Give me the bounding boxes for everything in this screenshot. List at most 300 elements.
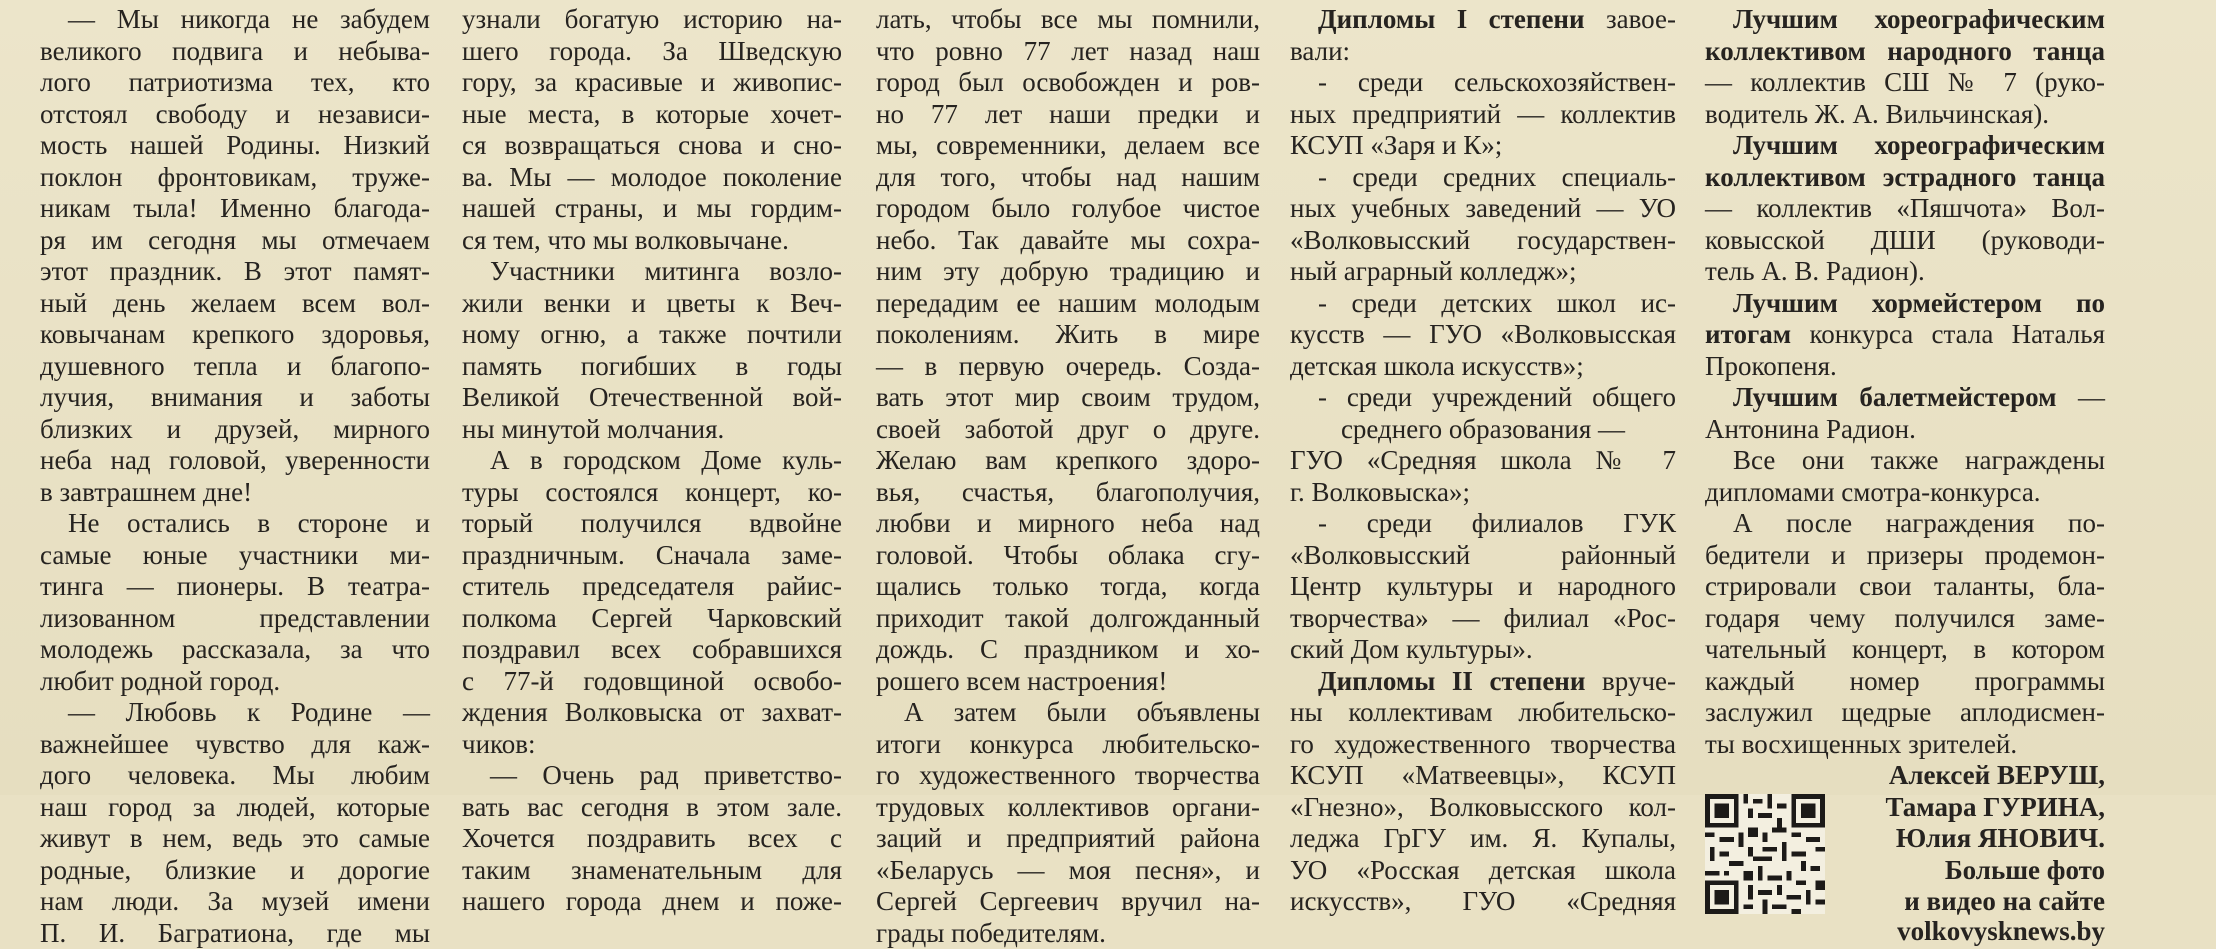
text-line	[462, 540, 842, 572]
line-text: вать вас сегодня в этом зале.	[462, 792, 842, 822]
text-line	[1705, 603, 2105, 635]
text-line	[1290, 36, 1676, 68]
line-text: наш город за людей, которые	[40, 792, 430, 822]
article-column-3	[876, 0, 1260, 795]
line-text: торый получился вдвойне	[462, 508, 842, 538]
text-line	[462, 162, 842, 194]
text-line	[876, 288, 1260, 320]
line-text: нам люди. За музей имени	[40, 886, 430, 916]
text-line	[876, 760, 1260, 792]
line-text: отстоял свободу и независи-	[40, 99, 430, 129]
text-line	[1290, 855, 1676, 887]
line-text: ждения Волковыска от захват-	[462, 697, 842, 727]
text-line	[876, 256, 1260, 288]
line-text: жили венки и цветы к Веч-	[462, 288, 842, 318]
line-text: город был освобожден и ров-	[876, 67, 1260, 97]
line-text: важнейшее чувство для каж-	[40, 729, 430, 759]
text-line	[1705, 540, 2105, 572]
text-line	[40, 4, 430, 36]
text-line	[40, 288, 430, 320]
line-text: ны минутой молчания.	[462, 414, 724, 444]
text-line	[1290, 823, 1676, 855]
text-line	[876, 792, 1260, 824]
text-line	[876, 634, 1260, 666]
text-line	[462, 823, 842, 855]
text-line	[876, 162, 1260, 194]
text-line	[462, 351, 842, 383]
text-line	[1290, 4, 1676, 36]
line-text: Антонина Радион.	[1705, 414, 1916, 444]
text-line	[40, 823, 430, 855]
line-text: ститель председателя райис-	[462, 571, 842, 601]
text-line	[876, 666, 1260, 698]
line-text: ский Дом культуры».	[1290, 634, 1533, 664]
article-column-2	[462, 0, 842, 795]
text-line	[462, 603, 842, 635]
line-text: ны коллективам любительско-	[1290, 697, 1676, 727]
text-line	[462, 792, 842, 824]
line-text: Хочется поздравить всех с	[462, 823, 842, 853]
text-line	[1290, 760, 1676, 792]
text-line	[462, 634, 842, 666]
text-line	[876, 414, 1260, 446]
line-text: леджа ГрГУ им. Я. Купалы,	[1290, 823, 1676, 853]
line-text: творчества» — филиал «Рос-	[1290, 603, 1676, 633]
text-line	[462, 445, 842, 477]
line-text: великого подвига и небыва-	[40, 36, 430, 66]
text-line	[1705, 225, 2105, 257]
line-text: — Любовь к Родине —	[68, 697, 430, 727]
line-text: память погибших в годы	[462, 351, 842, 381]
text-line	[40, 886, 430, 918]
text-line	[1705, 445, 2105, 477]
line-text: Участники митинга возло-	[490, 256, 842, 286]
line-text: полкома Сергей Чарковский	[462, 603, 842, 633]
line-text: ных учебных заведений — УО	[1290, 193, 1676, 223]
text-line	[1705, 634, 2105, 666]
text-line	[1290, 508, 1676, 540]
line-text: таким знаменательным для	[462, 855, 842, 885]
text-line	[876, 918, 1260, 949]
line-text: «Гнезно», Волковысского кол-	[1290, 792, 1676, 822]
line-text: мы, современники, делаем все	[876, 130, 1260, 160]
text-line	[1705, 571, 2105, 603]
text-line	[462, 36, 842, 68]
text-line	[876, 508, 1260, 540]
line-text: «Волковысский районный	[1290, 540, 1676, 570]
text-line	[876, 445, 1260, 477]
line-text: что ровно 77 лет назад наш	[876, 36, 1260, 66]
text-line	[1705, 729, 2105, 761]
line-text: с 77-й годовщиной освобо-	[462, 666, 842, 696]
line-text: ному огню, а также почтили	[462, 319, 842, 349]
line-text: «Беларусь — моя песня», и	[876, 855, 1260, 885]
text-line	[40, 130, 430, 162]
line-text: самые юные участники ми-	[40, 540, 430, 570]
line-text: в завтрашнем дне!	[40, 477, 252, 507]
bold-phrase: коллективом эстрадного танца	[1705, 162, 2105, 192]
text-line	[1705, 193, 2105, 225]
text-line	[40, 67, 430, 99]
line-text: Сергей Сергеевич вручил на-	[876, 886, 1260, 916]
bold-phrase: Дипломы II степени	[1318, 666, 1585, 696]
text-line	[40, 351, 430, 383]
text-line	[876, 382, 1260, 414]
text-line	[40, 571, 430, 603]
text-line	[462, 855, 842, 887]
line-text: ных предприятий — коллектив	[1290, 99, 1676, 129]
text-line	[1290, 193, 1676, 225]
line-text: своей заботой друг о друге.	[876, 414, 1260, 444]
line-text: - среди средних специаль-	[1318, 162, 1676, 192]
text-line	[462, 697, 842, 729]
line-text: чиков:	[462, 729, 536, 759]
text-line	[1290, 351, 1676, 383]
line-text: го художественного творчества	[1290, 729, 1676, 759]
text-line	[1705, 256, 2105, 288]
text-line	[40, 445, 430, 477]
text-line	[1290, 634, 1676, 666]
text-line	[40, 855, 430, 887]
text-line	[40, 319, 430, 351]
text-line	[40, 918, 430, 949]
line-text: — Мы никогда не забудем	[68, 4, 430, 34]
text-line	[462, 319, 842, 351]
line-text: Великой Отечественной вой-	[462, 382, 842, 412]
text-line	[40, 225, 430, 257]
text-line	[1705, 288, 2105, 320]
text-line	[1290, 288, 1676, 320]
text-line	[1290, 162, 1676, 194]
line-text: шего города. За Шведскую	[462, 36, 842, 66]
line-text: стрировали свои таланты, бла-	[1705, 571, 2105, 601]
line-text: ковысской ДШИ (руководи-	[1705, 225, 2105, 255]
line-text: неба над головой, уверенности	[40, 445, 430, 475]
line-text: —	[2057, 382, 2105, 412]
bold-phrase: Лучшим балетмейстером	[1733, 382, 2057, 412]
line-text: лого патриотизма тех, кто	[40, 67, 430, 97]
line-text: го художественного творчества	[876, 760, 1260, 790]
line-text: водитель Ж. А. Вильчинская).	[1705, 99, 2049, 129]
line-text: ный аграрный колледж»;	[1290, 256, 1576, 286]
line-text: мость нашей Родины. Низкий	[40, 130, 430, 160]
line-text: тинга — пионеры. В театра-	[40, 571, 430, 601]
text-line	[876, 4, 1260, 36]
text-line	[1705, 319, 2105, 351]
text-line	[40, 729, 430, 761]
text-line	[1705, 666, 2105, 698]
text-line	[1290, 886, 1676, 918]
line-text: городом было голубое чистое	[876, 193, 1260, 223]
line-text: для того, чтобы над нашим	[876, 162, 1260, 192]
text-line	[1705, 414, 2105, 446]
line-text: ГУО «Средняя школа № 7	[1290, 445, 1676, 475]
text-line	[1290, 571, 1676, 603]
text-line	[1705, 477, 2105, 509]
text-line	[462, 256, 842, 288]
text-line	[462, 729, 842, 761]
text-line	[1290, 414, 1676, 446]
text-line	[40, 36, 430, 68]
qr-code-icon[interactable]	[1705, 794, 1825, 914]
text-line	[1290, 697, 1676, 729]
more-photos-note: и видео на сайте	[1833, 886, 2105, 918]
line-text: ним эту добрую традицию и	[876, 256, 1260, 286]
text-line	[1290, 382, 1676, 414]
article-column-4	[1290, 0, 1676, 795]
text-line	[40, 477, 430, 509]
text-line	[876, 855, 1260, 887]
line-text: поздравил всех собравшихся	[462, 634, 842, 664]
text-line	[1290, 666, 1676, 698]
line-text: головой. Чтобы облака сгу-	[876, 540, 1260, 570]
line-text: бедители и призеры продемон-	[1705, 540, 2105, 570]
line-text: молодежь рассказала, за что	[40, 634, 430, 664]
line-text: КСУП «Заря и К»;	[1290, 130, 1502, 160]
text-line	[462, 760, 842, 792]
text-line	[462, 571, 842, 603]
line-text: итоги конкурса любительско-	[876, 729, 1260, 759]
line-text: туры состоялся концерт, ко-	[462, 477, 842, 507]
text-line	[876, 130, 1260, 162]
text-line	[1290, 225, 1676, 257]
text-line	[1290, 792, 1676, 824]
line-text: искусств», ГУО «Средняя	[1290, 886, 1676, 916]
line-text: - среди детских школ ис-	[1318, 288, 1676, 318]
line-text: нашего города днем и поже-	[462, 886, 842, 916]
line-text: г. Волковыска»;	[1290, 477, 1470, 507]
line-text: лать, чтобы все мы помнили,	[876, 4, 1260, 34]
line-text: любит родной город.	[40, 666, 280, 696]
text-line	[876, 193, 1260, 225]
line-text: заслужил щедрые аплодисмен-	[1705, 697, 2105, 727]
text-line	[40, 666, 430, 698]
text-line	[462, 99, 842, 131]
line-text: ковычанам крепкого здоровья,	[40, 319, 430, 349]
text-line	[462, 67, 842, 99]
line-text: вать этот мир своим трудом,	[876, 382, 1260, 412]
text-line	[1705, 382, 2105, 414]
line-text: — коллектив «Пяшчота» Вол-	[1705, 193, 2105, 223]
line-text: передадим ее нашим молодым	[876, 288, 1260, 318]
text-line	[40, 99, 430, 131]
text-line	[1290, 130, 1676, 162]
line-text: УО «Росская детская школа	[1290, 855, 1676, 885]
text-line	[1705, 36, 2105, 68]
line-text: КСУП «Матвеевцы», КСУП	[1290, 760, 1676, 790]
line-text: дождь. С праздником и хо-	[876, 634, 1260, 664]
text-line	[40, 256, 430, 288]
line-text: ря им сегодня мы отмечаем	[40, 225, 430, 255]
line-text: — коллектив СШ № 7 (руко-	[1705, 67, 2105, 97]
website-link[interactable]: volkovysknews.by	[1705, 916, 2105, 948]
line-text: - среди сельскохозяйствен-	[1318, 67, 1676, 97]
line-text: узнали богатую историю на-	[462, 4, 842, 34]
text-line	[876, 823, 1260, 855]
line-text: но 77 лет наши предки и	[876, 99, 1260, 129]
text-line	[876, 886, 1260, 918]
line-text: Не остались в стороне и	[68, 508, 430, 538]
bold-phrase: Дипломы I степени	[1318, 4, 1585, 34]
text-line	[462, 666, 842, 698]
line-text: небо. Так давайте мы сохра-	[876, 225, 1260, 255]
text-line	[876, 477, 1260, 509]
line-text: дого человека. Мы любим	[40, 760, 430, 790]
text-line	[462, 4, 842, 36]
text-line	[40, 508, 430, 540]
text-line	[1290, 445, 1676, 477]
line-text: тель А. В. Радион).	[1705, 256, 1925, 286]
text-line	[1290, 540, 1676, 572]
line-text: дипломами смотра-конкурса.	[1705, 477, 2041, 507]
line-text: среднего образования —	[1341, 414, 1625, 444]
text-line	[462, 193, 842, 225]
bold-phrase: Лучшим хормейстером по	[1733, 288, 2105, 318]
more-photos-note: Больше фото	[1833, 855, 2105, 887]
line-text: никам тыла! Именно благода-	[40, 193, 430, 223]
text-line	[876, 319, 1260, 351]
line-text: душевного тепла и благопо-	[40, 351, 430, 381]
text-line	[1705, 99, 2105, 131]
text-line	[1290, 603, 1676, 635]
text-line	[462, 477, 842, 509]
text-line	[1290, 319, 1676, 351]
text-line	[40, 540, 430, 572]
text-line	[876, 67, 1260, 99]
text-line	[40, 792, 430, 824]
line-text: вали:	[1290, 36, 1350, 66]
text-line	[1705, 130, 2105, 162]
line-text: П. И. Багратиона, где мы	[40, 918, 430, 948]
text-line	[876, 36, 1260, 68]
text-line	[876, 603, 1260, 635]
text-line	[1290, 256, 1676, 288]
text-line	[462, 288, 842, 320]
line-text: вья, счастья, благополучия,	[876, 477, 1260, 507]
text-line	[1290, 477, 1676, 509]
text-line	[40, 162, 430, 194]
text-line	[1705, 67, 2105, 99]
text-line	[1705, 760, 2105, 792]
line-text: «Волковысский государствен-	[1290, 225, 1676, 255]
line-text: близких и друзей, мирного	[40, 414, 430, 444]
text-line	[40, 193, 430, 225]
line-text: ные места, в которые хочет-	[462, 99, 842, 129]
line-text: А после награждения по-	[1733, 508, 2105, 538]
text-line	[876, 99, 1260, 131]
text-line	[1705, 162, 2105, 194]
bold-phrase: Алексей ВЕРУШ,	[1889, 760, 2105, 790]
bold-phrase: коллективом народного танца	[1705, 36, 2105, 66]
bold-phrase: Лучшим хореографическим	[1733, 130, 2105, 160]
text-line	[462, 886, 842, 918]
line-text: кусств — ГУО «Волковысская	[1290, 319, 1676, 349]
line-text: родные, близкие и дорогие	[40, 855, 430, 885]
text-line	[876, 729, 1260, 761]
line-text: щались только тогда, когда	[876, 571, 1260, 601]
text-line	[876, 571, 1260, 603]
line-text: грады победителям.	[876, 918, 1106, 948]
text-line	[40, 760, 430, 792]
line-text: — Очень рад приветство-	[490, 760, 842, 790]
text-line	[1705, 4, 2105, 36]
line-text: годаря чему получился заме-	[1705, 603, 2105, 633]
line-text: рошего всем настроения!	[876, 666, 1167, 696]
line-text: праздничным. Сначала заме-	[462, 540, 842, 570]
text-line	[462, 225, 842, 257]
text-line	[876, 351, 1260, 383]
text-line	[1705, 508, 2105, 540]
text-line	[876, 540, 1260, 572]
line-text: гору, за красивые и живопис-	[462, 67, 842, 97]
text-line	[462, 130, 842, 162]
line-text: детская школа искусств»;	[1290, 351, 1584, 381]
line-text: Желаю вам крепкого здоро-	[876, 445, 1260, 475]
text-line	[462, 508, 842, 540]
line-text: любви и мирного неба над	[876, 508, 1260, 538]
bold-phrase: итогам	[1705, 319, 1791, 349]
article-column-5	[1705, 0, 2105, 795]
line-text: поклон фронтовикам, труже-	[40, 162, 430, 192]
line-text: лизованном представлении	[40, 603, 430, 633]
bold-phrase: Лучшим хореографическим	[1733, 4, 2105, 34]
text-line	[1290, 99, 1676, 131]
text-line	[462, 414, 842, 446]
line-text: ный день желаем всем вол-	[40, 288, 430, 318]
line-text: ся тем, что мы волковычане.	[462, 225, 789, 255]
text-line	[40, 382, 430, 414]
line-text: приходит такой долгожданный	[876, 603, 1260, 633]
text-line	[1705, 697, 2105, 729]
line-text: живут в нем, ведь это самые	[40, 823, 430, 853]
line-text: завое-	[1585, 4, 1676, 34]
line-text: заций и предприятий района	[876, 823, 1260, 853]
text-line	[40, 634, 430, 666]
line-text: - среди учреждений общего	[1318, 382, 1676, 412]
line-text: — в первую очередь. Созда-	[876, 351, 1260, 381]
author-name: Юлия ЯНОВИЧ.	[1833, 823, 2105, 855]
text-line	[40, 603, 430, 635]
line-text: Все они также награждены	[1733, 445, 2105, 475]
line-text: каждый номер программы	[1705, 666, 2105, 696]
line-text: ва. Мы — молодое поколение	[462, 162, 842, 192]
line-text: вруче-	[1585, 666, 1676, 696]
line-text: А затем были объявлены	[904, 697, 1260, 727]
signature-block	[1705, 792, 2105, 918]
line-text: конкурса стала Наталья	[1791, 319, 2105, 349]
text-line	[1290, 729, 1676, 761]
line-text: Прокопеня.	[1705, 351, 1837, 381]
line-text: - среди филиалов ГУК	[1318, 508, 1676, 538]
text-line	[462, 382, 842, 414]
line-text: нашей страны, и мы гордим-	[462, 193, 842, 223]
line-text: Центр культуры и народного	[1290, 571, 1676, 601]
article-column-1	[40, 0, 430, 795]
text-line	[876, 697, 1260, 729]
line-text: лучия, внимания и заботы	[40, 382, 430, 412]
author-name: Тамара ГУРИНА,	[1833, 792, 2105, 824]
line-text: поколениям. Жить в мире	[876, 319, 1260, 349]
text-line	[1290, 67, 1676, 99]
text-line	[876, 225, 1260, 257]
text-line	[40, 697, 430, 729]
line-text: А в городском Доме куль-	[490, 445, 842, 475]
line-text: трудовых коллективов органи-	[876, 792, 1260, 822]
line-text: чательный концерт, в котором	[1705, 634, 2105, 664]
text-line	[1705, 351, 2105, 383]
line-text: ты восхищенных зрителей.	[1705, 729, 2017, 759]
line-text: этот праздник. В этот памят-	[40, 256, 430, 286]
